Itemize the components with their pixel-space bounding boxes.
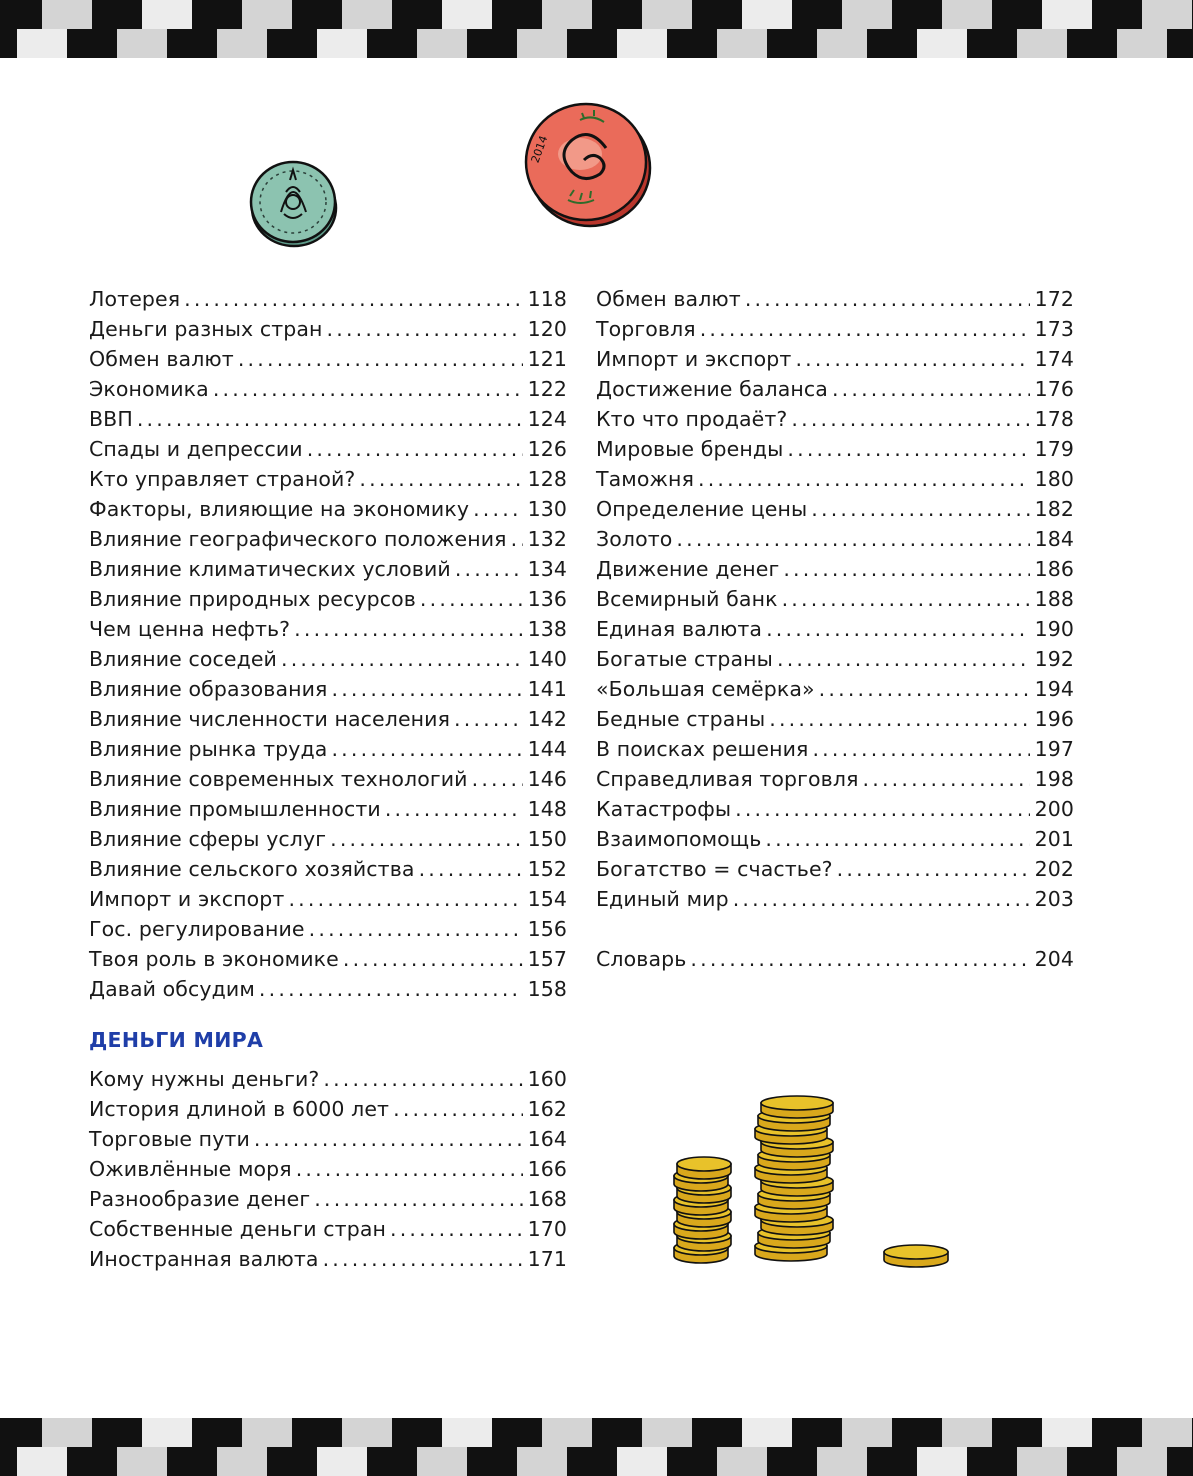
- toc-entry-page: 179: [1034, 437, 1074, 461]
- toc-dot-leader: [811, 494, 1029, 524]
- toc-dot-leader: [288, 884, 522, 914]
- gold-coin: [761, 1096, 833, 1118]
- toc-entry-title: Справедливая торговля: [596, 767, 859, 791]
- toc-dot-leader: [331, 674, 522, 704]
- toc-entry: [596, 284, 1074, 314]
- toc-entry: [596, 794, 1074, 824]
- toc-entry: [596, 704, 1074, 734]
- gold-coin-stack-icon: [668, 1084, 958, 1274]
- toc-right-column: [596, 284, 1074, 974]
- toc-dot-leader: [769, 704, 1029, 734]
- toc-entry-title: Мировые бренды: [596, 437, 784, 461]
- toc-entry-page: 186: [1034, 557, 1074, 581]
- toc-entry-page: 168: [527, 1187, 567, 1211]
- toc-entry-page: 178: [1034, 407, 1074, 431]
- bottom-checker-band: [0, 1418, 1193, 1476]
- toc-dot-leader: [832, 374, 1030, 404]
- toc-entry: [89, 884, 567, 914]
- toc-entry: [89, 464, 567, 494]
- toc-entry-title: Влияние географического положения: [89, 527, 507, 551]
- toc-entry-title: Давай обсудим: [89, 977, 255, 1001]
- toc-entry-title: Катастрофы: [596, 797, 732, 821]
- toc-dot-leader: [698, 464, 1030, 494]
- toc-entry-page: 180: [1034, 467, 1074, 491]
- toc-entry-title: Деньги разных стран: [89, 317, 323, 341]
- toc-entry-title: Факторы, влияющие на экономику: [89, 497, 470, 521]
- toc-entry-page: 118: [527, 287, 567, 311]
- toc-dot-leader: [259, 974, 523, 1004]
- toc-dot-leader: [472, 764, 523, 794]
- toc-dot-leader: [254, 1124, 523, 1154]
- toc-entry-page: 198: [1034, 767, 1074, 791]
- toc-entry: [596, 404, 1074, 434]
- toc-dot-leader: [765, 824, 1029, 854]
- toc-dot-leader: [419, 854, 523, 884]
- toc-entry: [89, 1094, 567, 1124]
- toc-entry-title: Торговые пути: [89, 1127, 250, 1151]
- toc-entry-page: 162: [527, 1097, 567, 1121]
- toc-dot-leader: [323, 1244, 523, 1274]
- toc-entry-title: Достижение баланса: [596, 377, 828, 401]
- toc-entry: [89, 434, 567, 464]
- toc-dot-leader: [473, 494, 522, 524]
- toc-entry-title: ВВП: [89, 407, 133, 431]
- toc-section-column: [89, 1064, 567, 1274]
- toc-entry-page: 121: [527, 347, 567, 371]
- toc-dot-leader: [812, 734, 1029, 764]
- toc-entry-page: 200: [1034, 797, 1074, 821]
- toc-entry-page: 136: [527, 587, 567, 611]
- toc-entry: [89, 1244, 567, 1274]
- toc-entry-title: Разнообразие денег: [89, 1187, 311, 1211]
- toc-dot-leader: [137, 404, 523, 434]
- toc-entry-title: Экономика: [89, 377, 209, 401]
- toc-entry-page: 152: [527, 857, 567, 881]
- toc-dot-leader: [745, 284, 1030, 314]
- toc-dot-leader: [782, 584, 1030, 614]
- toc-dot-leader: [787, 434, 1029, 464]
- toc-entry-title: Обмен валют: [89, 347, 234, 371]
- toc-entry-page: 134: [527, 557, 567, 581]
- toc-dot-leader: [314, 1184, 522, 1214]
- toc-dot-leader: [359, 464, 522, 494]
- toc-entry: [89, 284, 567, 314]
- toc-entry-title: Торговля: [596, 317, 696, 341]
- toc-dot-leader: [791, 404, 1029, 434]
- toc-entry: [596, 854, 1074, 884]
- toc-entry-title: Чем ценна нефть?: [89, 617, 291, 641]
- toc-entry-title: Влияние климатических условий: [89, 557, 451, 581]
- toc-entry-page: 172: [1034, 287, 1074, 311]
- toc-entry-page: 176: [1034, 377, 1074, 401]
- toc-entry-page: 132: [527, 527, 567, 551]
- toc-entry-page: 202: [1034, 857, 1074, 881]
- toc-left-column: [89, 284, 567, 1004]
- toc-entry-title: Обмен валют: [596, 287, 741, 311]
- toc-entry-page: 197: [1034, 737, 1074, 761]
- toc-dot-leader: [330, 824, 522, 854]
- toc-entry: [89, 554, 567, 584]
- toc-dot-leader: [393, 1094, 522, 1124]
- toc-dot-leader: [343, 944, 523, 974]
- toc-entry-title: Словарь: [596, 947, 687, 971]
- toc-dot-leader: [777, 644, 1030, 674]
- toc-entry: [89, 704, 567, 734]
- toc-entry-title: Лотерея: [89, 287, 181, 311]
- toc-dot-leader: [420, 584, 523, 614]
- toc-entry-page: 204: [1034, 947, 1074, 971]
- toc-entry-page: 120: [527, 317, 567, 341]
- toc-entry-title: Влияние сельского хозяйства: [89, 857, 415, 881]
- toc-entry: [89, 854, 567, 884]
- toc-entry: [596, 734, 1074, 764]
- toc-entry-page: 126: [527, 437, 567, 461]
- toc-entry-page: 124: [527, 407, 567, 431]
- toc-entry-title: Влияние образования: [89, 677, 328, 701]
- toc-entry: [89, 1184, 567, 1214]
- toc-dot-leader: [454, 704, 523, 734]
- toc-entry-title: История длиной в 6000 лет: [89, 1097, 390, 1121]
- green-coin-icon: [246, 152, 342, 252]
- toc-entry: [596, 824, 1074, 854]
- toc-entry: [89, 1154, 567, 1184]
- toc-entry: [596, 674, 1074, 704]
- toc-entry-title: Твоя роль в экономике: [89, 947, 339, 971]
- toc-entry-title: В поисках решения: [596, 737, 809, 761]
- section-heading: ДЕНЬГИ МИРА: [89, 1028, 264, 1052]
- toc-dot-leader: [294, 614, 522, 644]
- toc-entry-page: 184: [1034, 527, 1074, 551]
- toc-dot-leader: [307, 434, 523, 464]
- toc-entry-page: 154: [527, 887, 567, 911]
- toc-entry-title: Влияние современных технологий: [89, 767, 468, 791]
- toc-entry-page: 156: [527, 917, 567, 941]
- toc-dot-leader: [296, 1154, 523, 1184]
- toc-entry: [89, 314, 567, 344]
- toc-entry-title: Кто управляет страной?: [89, 467, 356, 491]
- toc-entry-page: 164: [527, 1127, 567, 1151]
- toc-entry: [89, 674, 567, 704]
- toc-entry: [596, 314, 1074, 344]
- toc-dot-leader: [385, 794, 523, 824]
- toc-entry-page: 141: [527, 677, 567, 701]
- toc-entry-page: 196: [1034, 707, 1074, 731]
- toc-entry-title: Богатые страны: [596, 647, 773, 671]
- toc-entry-title: Единый мир: [596, 887, 729, 911]
- toc-glossary-entry: [596, 944, 1074, 974]
- toc-dot-leader: [735, 794, 1029, 824]
- toc-dot-leader: [676, 524, 1029, 554]
- toc-entry-title: Золото: [596, 527, 673, 551]
- toc-entry: [596, 614, 1074, 644]
- toc-entry-title: Таможня: [596, 467, 694, 491]
- toc-entry-title: Импорт и экспорт: [596, 347, 792, 371]
- toc-entry: [89, 1214, 567, 1244]
- toc-entry: [89, 1124, 567, 1154]
- toc-entry: [596, 554, 1074, 584]
- toc-entry-page: 160: [527, 1067, 567, 1091]
- toc-entry-page: 122: [527, 377, 567, 401]
- red-coin-icon: [520, 96, 656, 232]
- toc-entry-page: 188: [1034, 587, 1074, 611]
- toc-dot-leader: [819, 674, 1030, 704]
- gold-coin: [884, 1245, 948, 1267]
- toc-entry-page: 174: [1034, 347, 1074, 371]
- toc-entry: [596, 494, 1074, 524]
- toc-entry: [89, 1064, 567, 1094]
- toc-entry-title: «Большая семёрка»: [596, 677, 815, 701]
- toc-dot-leader: [331, 734, 522, 764]
- toc-entry-title: Кому нужны деньги?: [89, 1067, 320, 1091]
- toc-entry: [596, 584, 1074, 614]
- toc-entry-page: 158: [527, 977, 567, 1001]
- toc-entry-title: Единая валюта: [596, 617, 763, 641]
- toc-entry: [596, 464, 1074, 494]
- toc-dot-leader: [455, 554, 523, 584]
- toc-entry-title: Влияние сферы услуг: [89, 827, 327, 851]
- top-checker-band: [0, 0, 1193, 58]
- toc-entry-title: Влияние промышленности: [89, 797, 381, 821]
- toc-entry: [596, 884, 1074, 914]
- toc-entry-page: 140: [527, 647, 567, 671]
- toc-entry-title: Оживлённые моря: [89, 1157, 292, 1181]
- toc-entry-page: 144: [527, 737, 567, 761]
- toc-dot-leader: [281, 644, 523, 674]
- toc-entry: [89, 644, 567, 674]
- toc-entry: [89, 944, 567, 974]
- toc-dot-leader: [795, 344, 1029, 374]
- toc-entry-page: 142: [527, 707, 567, 731]
- toc-entry-title: Всемирный банк: [596, 587, 778, 611]
- toc-entry-title: Богатство = счастье?: [596, 857, 833, 881]
- toc-dot-leader: [766, 614, 1029, 644]
- toc-entry: [89, 734, 567, 764]
- toc-entry: [596, 524, 1074, 554]
- toc-entry-title: Влияние соседей: [89, 647, 277, 671]
- toc-entry-page: 166: [527, 1157, 567, 1181]
- toc-dot-leader: [327, 314, 523, 344]
- toc-entry-title: Гос. регулирование: [89, 917, 305, 941]
- toc-entry: [596, 644, 1074, 674]
- toc-dot-leader: [837, 854, 1030, 884]
- toc-entry: [89, 524, 567, 554]
- toc-entry-title: Спады и депрессии: [89, 437, 303, 461]
- toc-dot-leader: [511, 524, 523, 554]
- toc-entry-page: 148: [527, 797, 567, 821]
- toc-entry-page: 130: [527, 497, 567, 521]
- toc-entry-page: 190: [1034, 617, 1074, 641]
- toc-dot-leader: [700, 314, 1030, 344]
- toc-entry: [89, 614, 567, 644]
- toc-entry-title: Импорт и экспорт: [89, 887, 285, 911]
- toc-entry-title: Движение денег: [596, 557, 780, 581]
- toc-entry-title: Влияние численности населения: [89, 707, 451, 731]
- toc-entry-title: Иностранная валюта: [89, 1247, 319, 1271]
- toc-entry: [596, 434, 1074, 464]
- toc-entry: [89, 374, 567, 404]
- toc-dot-leader: [309, 914, 523, 944]
- toc-entry: [89, 764, 567, 794]
- toc-entry-page: 157: [527, 947, 567, 971]
- toc-entry: [596, 374, 1074, 404]
- toc-entry: [89, 794, 567, 824]
- toc-dot-leader: [184, 284, 522, 314]
- toc-entry-title: Кто что продаёт?: [596, 407, 788, 431]
- toc-entry: [89, 344, 567, 374]
- toc-entry-page: 173: [1034, 317, 1074, 341]
- toc-entry-page: 170: [527, 1217, 567, 1241]
- toc-entry: [89, 824, 567, 854]
- toc-entry: [596, 344, 1074, 374]
- gold-coin: [677, 1157, 731, 1179]
- toc-entry-page: 138: [527, 617, 567, 641]
- toc-entry-page: 203: [1034, 887, 1074, 911]
- toc-dot-leader: [690, 944, 1029, 974]
- toc-entry-page: 150: [527, 827, 567, 851]
- toc-dot-leader: [390, 1214, 523, 1244]
- toc-entry-page: 146: [527, 767, 567, 791]
- toc-entry-title: Влияние природных ресурсов: [89, 587, 416, 611]
- toc-entry-title: Влияние рынка труда: [89, 737, 328, 761]
- toc-entry-title: Собственные деньги стран: [89, 1217, 386, 1241]
- toc-entry: [596, 764, 1074, 794]
- toc-entry-page: 171: [527, 1247, 567, 1271]
- toc-entry-page: 182: [1034, 497, 1074, 521]
- toc-dot-leader: [783, 554, 1029, 584]
- toc-entry-title: Бедные страны: [596, 707, 766, 731]
- toc-dot-leader: [323, 1064, 522, 1094]
- toc-dot-leader: [863, 764, 1030, 794]
- toc-spacer: [596, 914, 1074, 944]
- toc-entry-page: 194: [1034, 677, 1074, 701]
- toc-entry: [89, 974, 567, 1004]
- toc-dot-leader: [733, 884, 1030, 914]
- toc-entry-title: Взаимопомощь: [596, 827, 762, 851]
- toc-entry: [89, 914, 567, 944]
- toc-entry-title: Определение цены: [596, 497, 808, 521]
- toc-entry: [89, 584, 567, 614]
- toc-entry-page: 201: [1034, 827, 1074, 851]
- toc-dot-leader: [213, 374, 523, 404]
- toc-entry: [89, 494, 567, 524]
- toc-dot-leader: [238, 344, 523, 374]
- toc-entry-page: 192: [1034, 647, 1074, 671]
- toc-entry: [89, 404, 567, 434]
- toc-entry-page: 128: [527, 467, 567, 491]
- svg-text:2014: 2014: [528, 133, 551, 165]
